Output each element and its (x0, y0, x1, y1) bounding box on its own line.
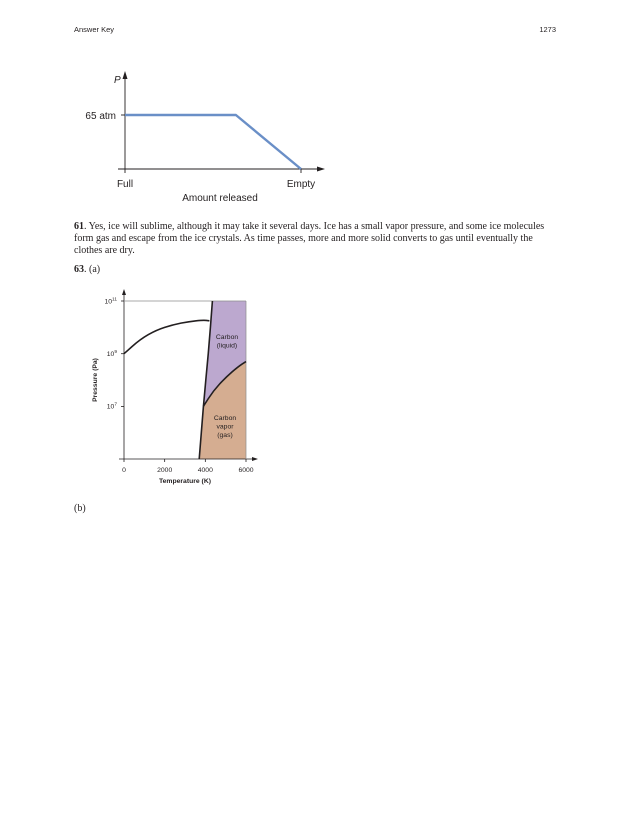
y-axis-arrow (122, 289, 126, 295)
y-axis-label: Pressure (Pa) (92, 358, 99, 402)
x-tick-label-2000: 2000 (157, 467, 173, 474)
running-header-title: Answer Key (74, 25, 115, 34)
y-axis-arrow (123, 71, 128, 79)
answer-61-text: . Yes, ice will sublime, although it may take it several days. Ice has a small vapor pressure, and some ice molecules form gas and escape from the ice crystals. As time passes, more and more solid converts to gas until eventually the clothes are dry. (74, 221, 545, 257)
vapor-region-label-line2: vapor (216, 423, 234, 431)
x-tick-label-empty: Empty (286, 179, 316, 190)
x-axis-label: Temperature (K) (159, 478, 211, 485)
x-tick-label-full: Full (116, 179, 134, 190)
y-tick-label-1e7: $10^7$ (106, 402, 117, 411)
pressure-release-chart (74, 62, 334, 207)
vapor-region-label-line3: (gas) (217, 432, 233, 439)
carbon-phase-diagram (74, 283, 274, 493)
solid-vapor-boundary-curve (124, 320, 209, 353)
x-tick-label-0: 0 (122, 467, 126, 474)
y-axis-label: P (114, 75, 121, 86)
answer-63 (74, 264, 552, 276)
x-axis-label: Amount released (182, 193, 258, 204)
liquid-region-label-line1: Carbon (215, 334, 239, 341)
part-b-label: (b) (74, 503, 86, 514)
x-axis-arrow (317, 167, 325, 172)
liquid-region-label-line2: (liquid) (216, 342, 238, 350)
x-tick-label-4000: 4000 (197, 467, 213, 474)
x-tick-label-6000: 6000 (238, 467, 254, 474)
answer-61 (74, 221, 552, 258)
y-tick-label-65atm: 65 atm (85, 111, 116, 122)
vapor-region-label-line1: Carbon (213, 415, 237, 422)
x-axis-arrow (252, 457, 258, 461)
answer-61-number: 61 (74, 221, 84, 232)
answer-63-text: . (a) (84, 264, 101, 275)
answer-63-number: 63 (74, 264, 84, 275)
y-tick-label-1e11: $10^{11}$ (104, 297, 117, 306)
y-tick-label-1e9: $10^9$ (106, 350, 117, 358)
pressure-series-line (125, 115, 301, 169)
page-number: 1273 (539, 25, 556, 34)
